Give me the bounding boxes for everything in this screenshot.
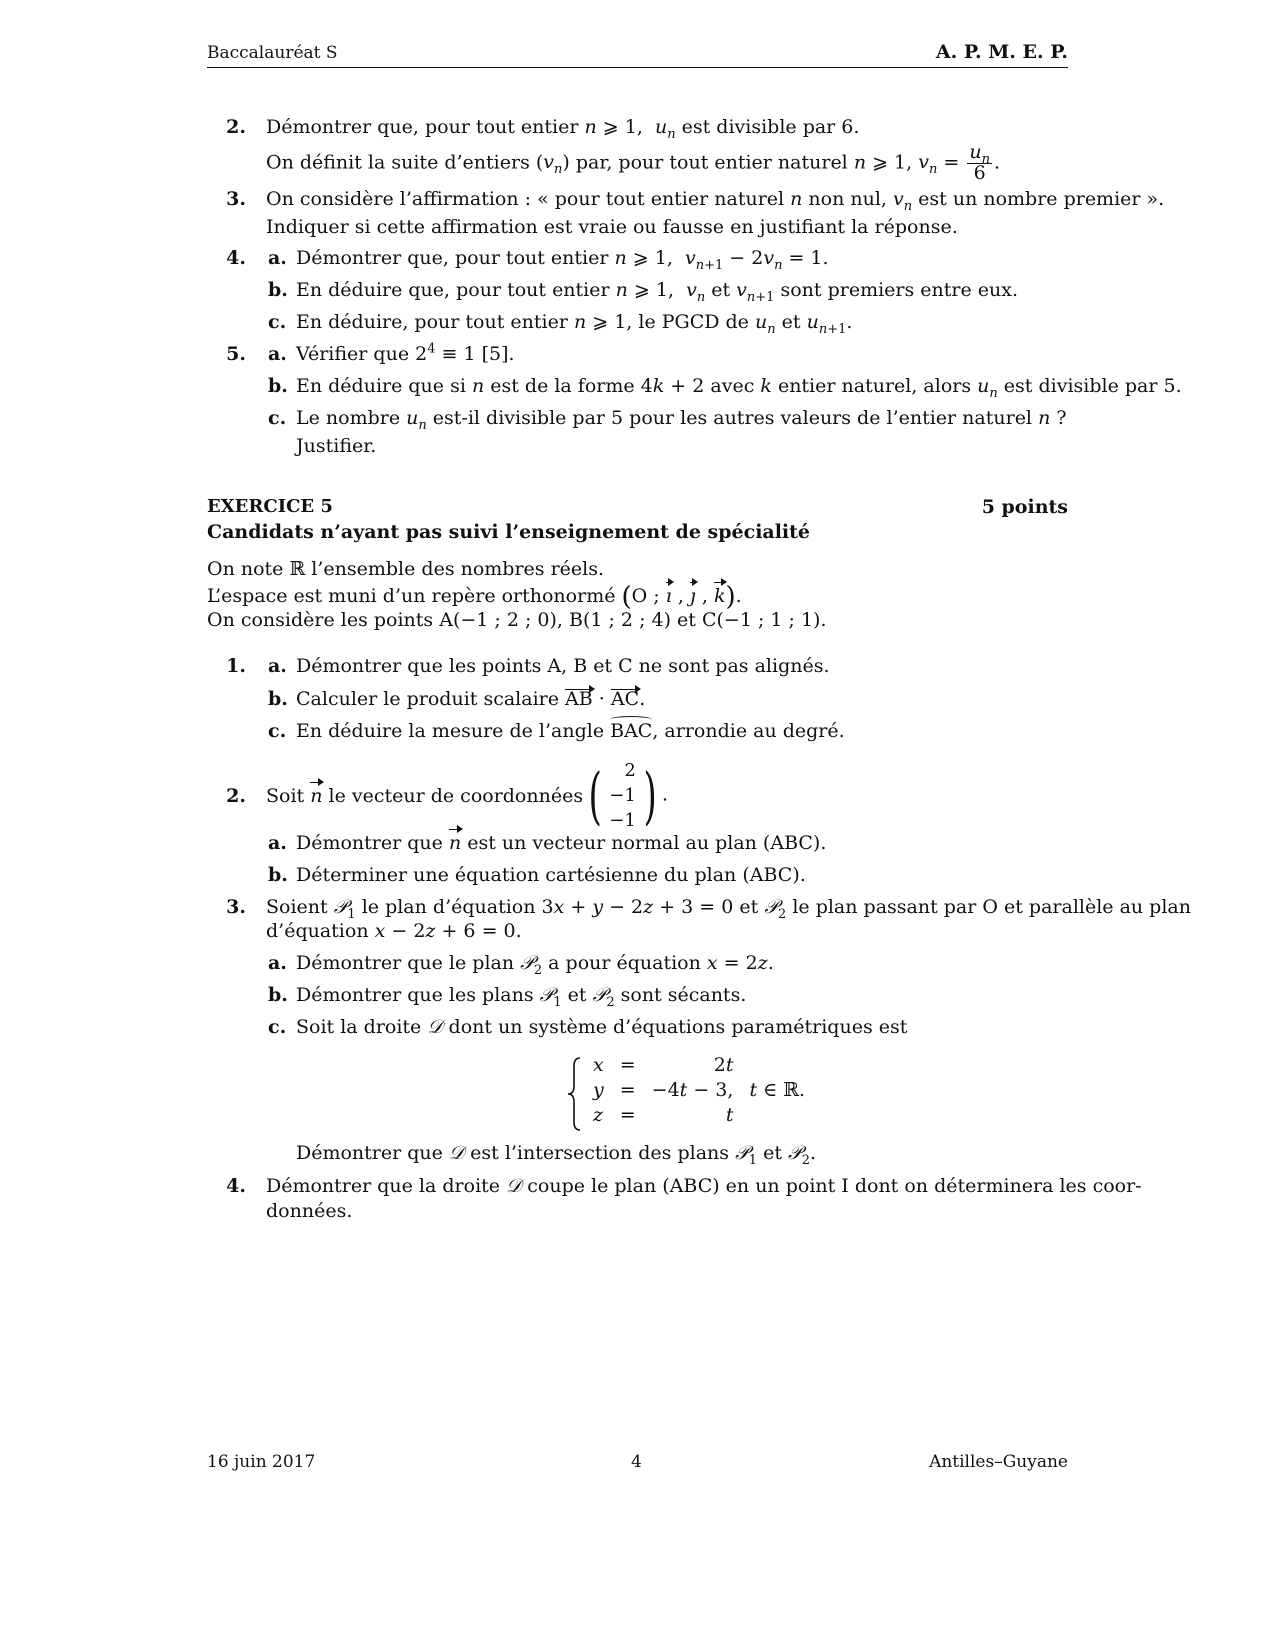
ex5-q3c-conclusion: Démontrer que 𝒟 est l’intersection des plans 𝒫$_1$ et 𝒫$_2$. [296, 1142, 817, 1168]
ex5-q1c-text: En déduire la mesure de l’angle BAC, arrondie au degré. [296, 720, 845, 742]
ex5-q2a-label: a. [268, 832, 287, 854]
q5c-label: c. [268, 407, 287, 429]
fraction-un-over-6: $\frac{u_n}{6}$ [969, 141, 990, 184]
ex5-q1b-label: b. [268, 688, 288, 710]
q4b-text: En déduire que, pour tout entier n ⩾ 1, $v_n$ et $v_{n+1}$ sont premiers entre eux. [296, 279, 1019, 305]
q2-line1: Démontrer que, pour tout entier n ⩾ 1, $u_n$ est divisible par 6. [266, 116, 860, 142]
q5b-label: b. [268, 375, 288, 397]
q3-line2: Indiquer si cette affirmation est vraie ou fausse en justifiant la réponse. [266, 216, 958, 238]
ex5-q3c-label: c. [268, 1016, 287, 1038]
ex5-q3-number: 3. [226, 896, 246, 918]
q4a-text: Démontrer que, pour tout entier n ⩾ 1, $v_{n+1} - 2v_n = 1$. [296, 247, 829, 273]
exercise5-subtitle: Candidats n’ayant pas suivi l’enseignement de spécialité [207, 521, 811, 543]
q5c-justify: Justifier. [296, 435, 377, 457]
q2-line2: On définit la suite d’entiers $(v_n)$ par, pour tout entier naturel n ⩾ 1, $v_n$ = $\frac{u_n}{6}$ . [266, 141, 1001, 184]
footer-location: Antilles–Guyane [929, 1452, 1068, 1472]
ex5-q4-line1: Démontrer que la droite 𝒟 coupe le plan (ABC) en un point I dont on déterminera les coor- [266, 1175, 1142, 1197]
ex5-intro2: L’espace est muni d’un repère orthonormé (O ; ı , ȷ , k). [207, 582, 742, 612]
ex5-intro3: On considère les points A(−1 ; 2 ; 0), B(1 ; 2 ; 4) et C(−1 ; 1 ; 1). [207, 609, 827, 631]
q4a-label: a. [268, 247, 287, 269]
left-brace [565, 1056, 583, 1132]
q5a-label: a. [268, 343, 287, 365]
ex5-q4-line2: données. [266, 1200, 353, 1222]
footer-page-number: 4 [631, 1452, 642, 1472]
q2-number: 2. [226, 116, 246, 138]
coords-column: 2 −1 −1 [609, 760, 636, 831]
q4c-label: c. [268, 311, 287, 333]
q3-number: 3. [226, 188, 246, 210]
ex5-q2b-text: Déterminer une équation cartésienne du plan (ABC). [296, 864, 806, 886]
ex5-q1-number: 1. [226, 655, 246, 677]
ex5-q1c-label: c. [268, 720, 287, 742]
ex5-q2b-label: b. [268, 864, 288, 886]
q5b-text: En déduire que si n est de la forme 4k + 2 avec k entier naturel, alors $u_n$ est divisible par 5. [296, 375, 1182, 401]
ex5-q3-line1: Soient 𝒫$_1$ le plan d’équation 3x + y − 2z + 3 = 0 et 𝒫$_2$ le plan passant par O et parallèle au plan [266, 896, 1191, 922]
ex5-q2-number: 2. [226, 785, 246, 807]
q5a-text: Vérifier que $2^4 \equiv 1$ [5]. [296, 341, 515, 365]
exercise5-title: EXERCICE 5 [207, 496, 333, 517]
ex5-intro1: On note ℝ l’ensemble des nombres réels. [207, 558, 605, 580]
ex5-q1a-label: a. [268, 655, 287, 677]
q5-number: 5. [226, 343, 246, 365]
header-right: A. P. M. E. P. [935, 41, 1068, 63]
exercise5-points: 5 points [981, 496, 1068, 518]
system-table: x = 2t y = −4t − 3, t ∈ ℝ. z = t [593, 1053, 806, 1126]
ex5-q3b-label: b. [268, 984, 288, 1006]
left-paren: ( [588, 758, 602, 832]
ex5-q3b-text: Démontrer que les plans 𝒫$_1$ et 𝒫$_2$ sont sécants. [296, 984, 747, 1010]
ex5-q4-number: 4. [226, 1175, 246, 1197]
ex5-q3c-text: Soit la droite 𝒟 dont un système d’équations paramétriques est [296, 1016, 908, 1038]
q3-line1: On considère l’affirmation : « pour tout entier naturel n non nul, $v_n$ est un nombre premier ». [266, 188, 1165, 214]
right-paren: ) [643, 758, 657, 832]
footer-date: 16 juin 2017 [207, 1452, 316, 1472]
header-left: Baccalauréat S [207, 43, 338, 63]
q4b-label: b. [268, 279, 288, 301]
ex5-q3a-label: a. [268, 952, 287, 974]
header-rule [207, 67, 1068, 68]
ex5-q3-line2: d’équation x − 2z + 6 = 0. [266, 920, 522, 942]
q5c-text: Le nombre $u_n$ est-il divisible par 5 pour les autres valeurs de l’entier naturel n ? [296, 407, 1067, 433]
q4c-text: En déduire, pour tout entier n ⩾ 1, le PGCD de $u_n$ et $u_{n+1}$. [296, 311, 853, 337]
ex5-q2a-text: Démontrer que n est un vecteur normal au plan (ABC). [296, 832, 827, 854]
ex5-q2-text: Soit n le vecteur de coordonnées( 2 −1 −1 ) . [266, 758, 669, 832]
ex5-q3a-text: Démontrer que le plan 𝒫$_2$ a pour équation x = 2z. [296, 952, 774, 978]
ex5-q1a-text: Démontrer que les points A, B et C ne sont pas alignés. [296, 655, 830, 677]
q4-number: 4. [226, 247, 246, 269]
ex5-q1b-text: Calculer le produit scalaire AB · AC. [296, 688, 646, 710]
